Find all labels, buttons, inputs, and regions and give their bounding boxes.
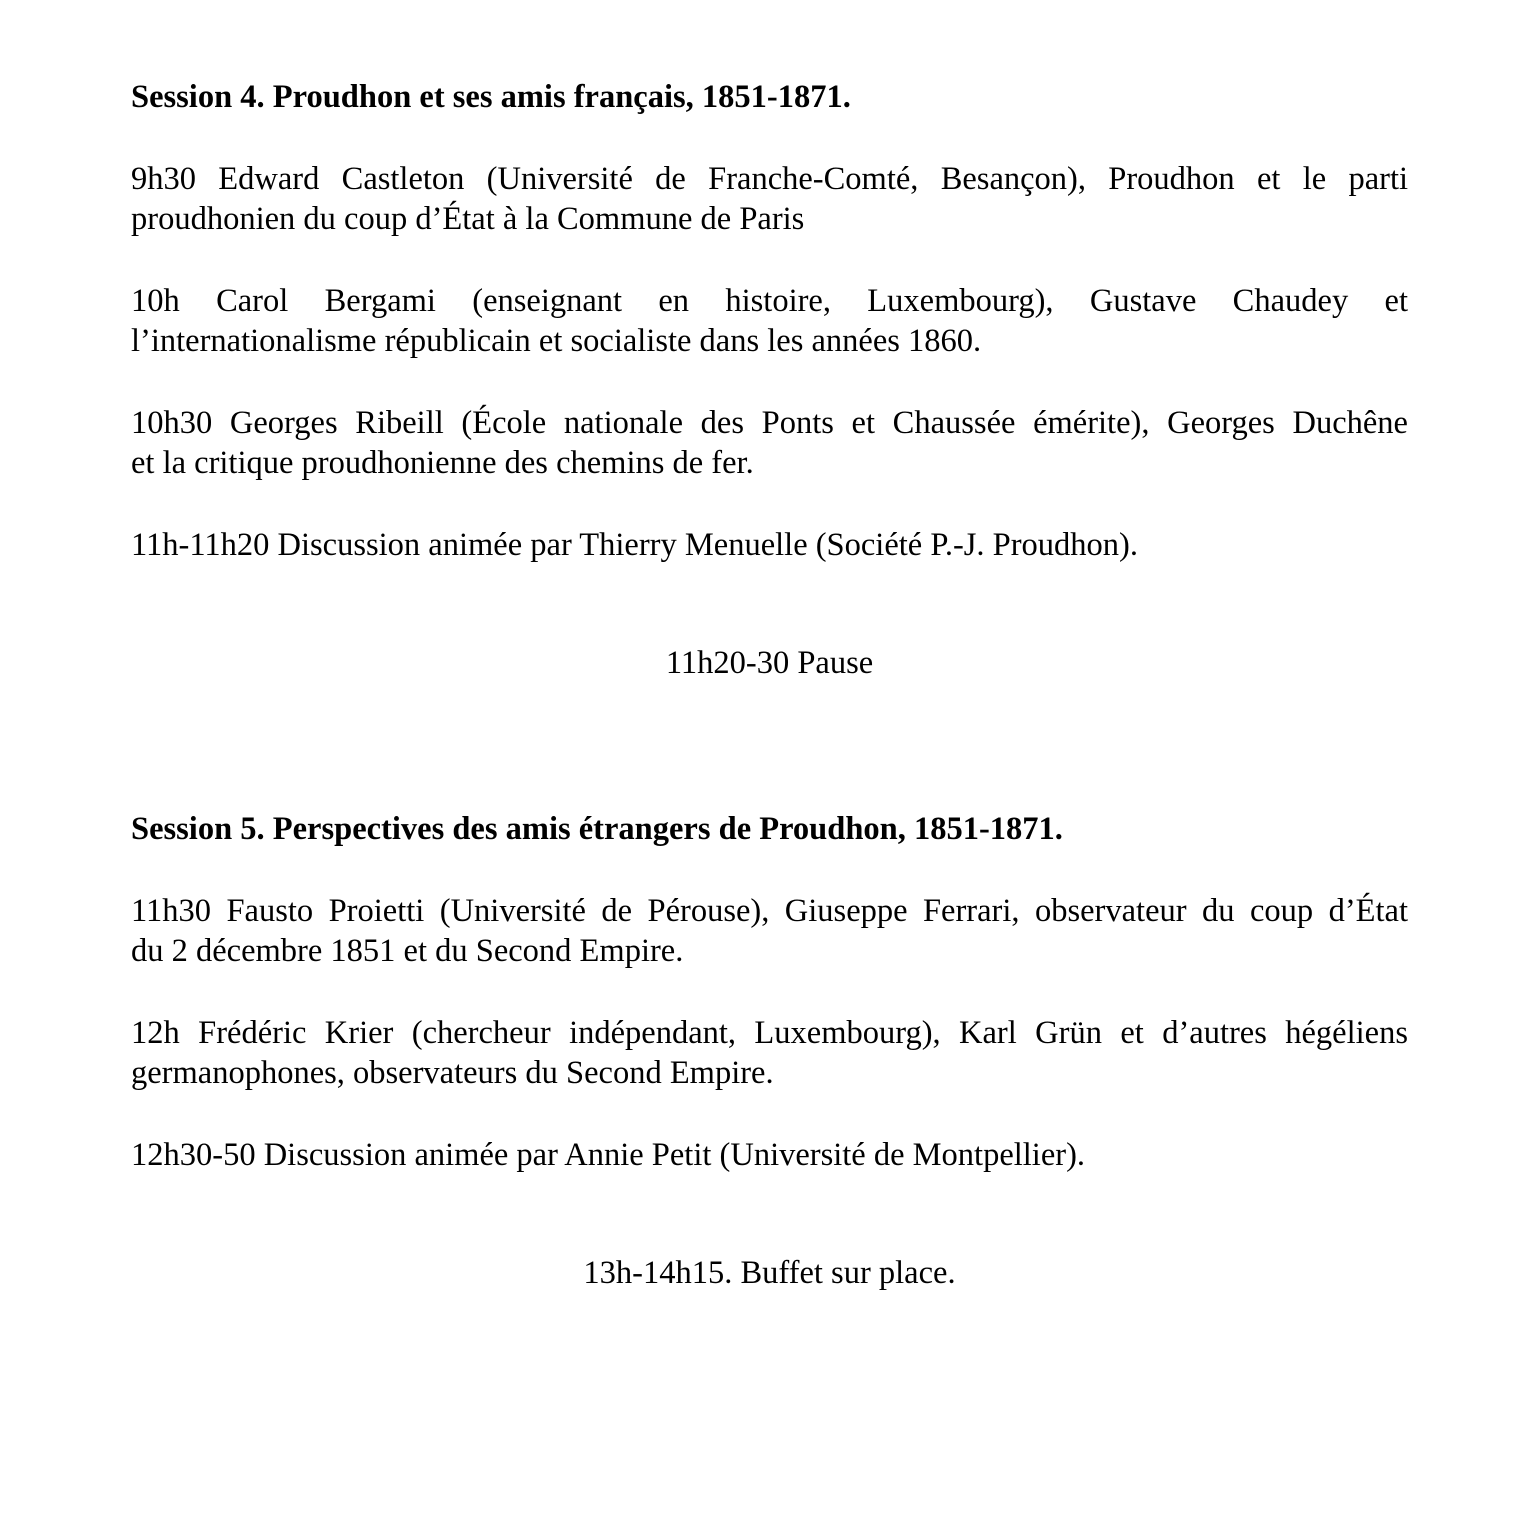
heading-text: Session 4. Proudhon et ses amis français, 1851-1871. — [131, 79, 851, 115]
discussion-12h30-petit — [131, 1135, 1408, 1175]
talk-12h-krier — [131, 1013, 1408, 1093]
pause-text: 11h20-30 Pause — [665, 645, 874, 681]
paragraph-line: 10h Carol Bergami (enseignant en histoire, Luxembourg), Gustave Chaudey et — [131, 283, 1408, 319]
paragraph-line: 12h30-50 Discussion animée par Annie Petit (Université de Montpellier). — [131, 1137, 1086, 1173]
paragraph-line: 9h30 Edward Castleton (Université de Franche-Comté, Besançon), Proudhon et le parti — [131, 161, 1408, 197]
paragraph-line: 11h-11h20 Discussion animée par Thierry Menuelle (Société P.-J. Proudhon). — [131, 527, 1139, 563]
talk-10h30-ribeill — [131, 403, 1408, 483]
talk-9h30-castleton — [131, 159, 1408, 239]
session-4-heading — [131, 77, 1408, 117]
heading-text: Session 5. Perspectives des amis étrangers de Proudhon, 1851-1871. — [131, 811, 1063, 847]
talk-11h30-proietti — [131, 891, 1408, 971]
paragraph-line: 12h Frédéric Krier (chercheur indépendant, Luxembourg), Karl Grün et d’autres hégéliens — [131, 1015, 1408, 1051]
buffet-line — [131, 1253, 1408, 1293]
session-5-heading — [131, 809, 1408, 849]
paragraph-line: l’internationalisme républicain et socialiste dans les années 1860. — [131, 323, 982, 359]
paragraph-line: du 2 décembre 1851 et du Second Empire. — [131, 933, 684, 969]
paragraph-line: 11h30 Fausto Proietti (Université de Pérouse), Giuseppe Ferrari, observateur du coup d’État — [131, 893, 1408, 929]
paragraph-line: germanophones, observateurs du Second Empire. — [131, 1055, 774, 1091]
pause-line — [131, 643, 1408, 683]
paragraph-line: proudhonien du coup d’État à la Commune de Paris — [131, 201, 805, 237]
discussion-11h-menuelle — [131, 525, 1408, 565]
buffet-text: 13h-14h15. Buffet sur place. — [583, 1255, 956, 1291]
paragraph-line: 10h30 Georges Ribeill (École nationale des Ponts et Chaussée émérite), Georges Duchêne — [131, 405, 1408, 441]
talk-10h-bergami — [131, 281, 1408, 361]
paragraph-line: et la critique proudhonienne des chemins de fer. — [131, 445, 754, 481]
